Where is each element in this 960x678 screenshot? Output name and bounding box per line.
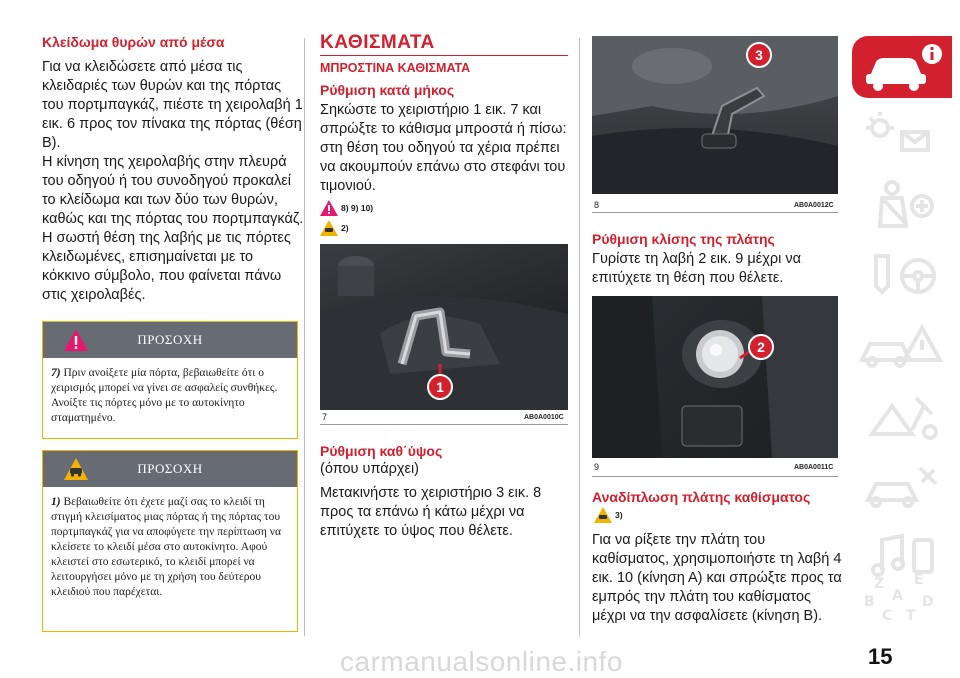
subtitle-front-seats: ΜΠΡΟΣΤΙΝΑ ΚΑΘΙΣΜΑΤΑ (320, 61, 471, 75)
backrest-tilt-paragraph: Γυρίστε τη λαβή 2 εικ. 9 μέχρι να επιτύχετε τη θέση που θέλετε. (592, 251, 801, 286)
figure-7-number: 7 (322, 412, 328, 422)
warning-messages-icon (852, 316, 948, 378)
warning-text: Πριν ανοίξετε μία πόρτα, βεβαιωθείτε ότι ο χειρισμός μπορεί να γίνει σε ασφαλείς συνθήκες. Ανοίξτε τις πόρτες μόνο με το αυτοκίνητο σταματημένο. (51, 367, 278, 424)
svg-text:C: C (882, 608, 893, 624)
danger-icon (63, 328, 89, 352)
chapter-tab-starting-driving[interactable] (852, 246, 948, 308)
figure-9-caption-rule (592, 476, 838, 477)
svg-text:D: D (922, 594, 934, 610)
warning-box-1 (42, 450, 298, 632)
figure-9-code: AB0A0011C (794, 464, 834, 471)
svg-text:B: B (864, 594, 875, 610)
alphabet-index-icon (852, 570, 948, 632)
chapter-tab-warning-lights[interactable] (852, 316, 948, 378)
svg-text:A: A (892, 588, 903, 604)
figure-8-number: 8 (594, 200, 600, 210)
figure-7-code: AB0A0010C (524, 414, 564, 421)
door-lock-paragraph-2: Η κίνηση της χειρολαβής στην πλευρά του οδηγού ή του συνοδηγού προκαλεί το κλείδωμα και των δύο των θυρών, καθώς και της πόρτας του πορτμπαγκάζ. (42, 154, 304, 227)
seatbelt-icon (852, 176, 948, 238)
column-divider (579, 38, 580, 636)
caution-ref-numbers: 2) (341, 223, 349, 233)
heading-backrest-tilt: Ρύθμιση κλίσης της πλάτης (592, 231, 775, 247)
warning-references (320, 200, 373, 216)
warning-title: ΠΡΟΣΟΧΗ (137, 332, 203, 347)
height-adjust-note: (όπου υπάρχει) (320, 461, 419, 477)
door-lock-paragraph-3: Η σωστή θέση της λαβής με τις πόρτες κλειδωμένες, επισημαίνεται με το κόκκινο σύμβολο, που φαίνεται πάνω στις χειρολαβές. (42, 230, 291, 303)
svg-text:E: E (914, 572, 924, 588)
page-number: 15 (868, 644, 893, 669)
dashboard-lights-icon (852, 106, 948, 168)
warning-header (43, 451, 297, 487)
warning-text: Βεβαιωθείτε ότι έχετε μαζί σας το κλειδί τη στιγμή κλεισίματος μιας πόρτας ή της πόρτας του πορτμπαγκάζ για να αποφύγετε την περίπτωση να κλείσετε το κλειδί μέσα στο αυτοκίνητο. Αφού κλειστεί στο εσωτερικό, το κλειδί μπορεί να λειτουργήσει μόνο με τη χρήση του δεύτερου κλειδιού που παρέχεται. (51, 496, 281, 598)
danger-icon (320, 200, 338, 216)
caution-ref-numbers: 3) (615, 510, 623, 520)
figure-8-seat-height-lever (592, 36, 838, 194)
callout-badge-1: 1 (427, 374, 453, 400)
emergency-tools-icon (852, 386, 948, 448)
figure-8-code: AB0A0012C (794, 202, 834, 209)
figure-7-seat-length-lever (320, 244, 568, 410)
warning-box-7 (42, 321, 298, 439)
warning-note-number: 7) (51, 367, 61, 379)
section-heading-door-lock: Κλείδωμα θυρών από μέσα (42, 34, 225, 50)
heading-length-adjust: Ρύθμιση κατά μήκος (320, 82, 455, 98)
heading-height-adjust: Ρύθμιση καθ΄ύψος (320, 443, 443, 459)
chapter-tab-index[interactable] (852, 570, 948, 632)
door-lock-paragraph-1: Για να κλειδώσετε από μέσα τις κλειδαριές των θυρών και της πόρτας του πορτμπαγκάζ, πιέστε τη χειρολαβή 1 εικ. 6 προς τον πίνακα της πόρτας (θέση Β). (42, 59, 303, 151)
chapter-tab-maintenance[interactable] (852, 456, 948, 518)
length-adjust-paragraph: Σηκώστε το χειριστήριο 1 εικ. 7 και σπρώξτε το κάθισμα μπροστά ή πίσω: στη θέση του οδηγού τα χέρια πρέπει να ακουμπούν επάνω στο στεφάνι του τιμονιού. (320, 102, 567, 194)
car-caution-icon (63, 457, 89, 481)
car-caution-icon (320, 220, 338, 236)
warning-title: ΠΡΟΣΟΧΗ (137, 461, 203, 476)
backrest-knob-illustration (592, 296, 838, 458)
car-caution-icon (594, 507, 612, 523)
chapter-tab-safety[interactable] (852, 176, 948, 238)
watermark: carmanualsonline.info (340, 646, 623, 677)
caution-references (320, 220, 349, 236)
seat-height-illustration (592, 36, 838, 194)
warning-ref-numbers: 8) 9) 10) (341, 203, 374, 213)
chapter-tab-know-your-car[interactable] (852, 36, 952, 98)
chapter-tab-dashboard[interactable] (852, 106, 948, 168)
svg-text:Z: Z (874, 576, 885, 592)
backrest-fold-paragraph: Για να ρίξετε την πλάτη του καθίσματος, χρησιμοποιήστε τη λαβή 4 εικ. 10 (κίνηση Α) και σπρώξτε προς τα εμπρός την πλάτη του καθίσματος μέχρι να την ασφαλίσετε (κίνηση Β). (592, 532, 842, 624)
figure-9-number: 9 (594, 462, 600, 472)
caution-references (594, 507, 623, 523)
car-info-icon (852, 36, 952, 98)
figure-8-caption-rule (592, 212, 838, 213)
chapter-tab-emergency[interactable] (852, 386, 948, 448)
figure-7-caption-rule (320, 424, 568, 425)
warning-header (43, 322, 297, 358)
callout-badge-3: 3 (746, 42, 772, 68)
callout-badge-2: 2 (748, 334, 774, 360)
maintenance-icon (852, 456, 948, 518)
svg-text:T: T (906, 608, 916, 624)
column-divider (304, 38, 305, 636)
figure-9-backrest-knob (592, 296, 838, 458)
warning-note-number: 1) (51, 496, 61, 508)
heading-backrest-fold: Αναδίπλωση πλάτης καθίσματος (592, 489, 811, 505)
section-title-seats: ΚΑΘΙΣΜΑΤΑ (320, 32, 435, 53)
key-steering-wheel-icon (852, 246, 948, 308)
title-underline (320, 55, 568, 56)
height-adjust-paragraph: Μετακινήστε το χειριστήριο 3 εικ. 8 προς τα επάνω ή κάτω μέχρι να επιτύχετε το ύψος που θέλετε. (320, 485, 542, 539)
